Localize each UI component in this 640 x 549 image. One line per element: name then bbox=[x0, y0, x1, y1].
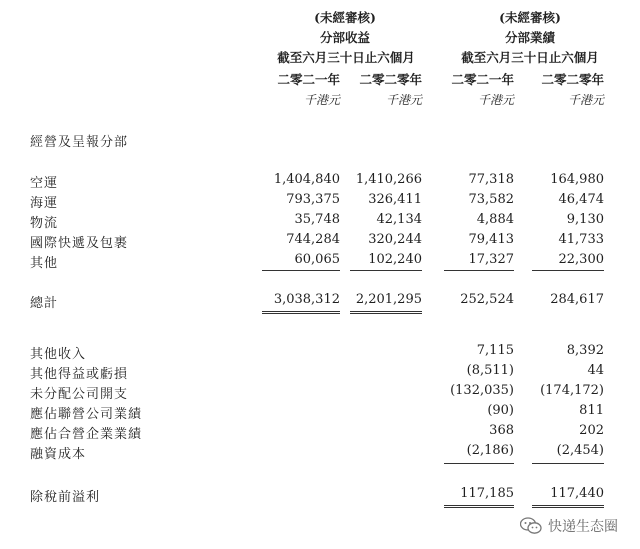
total-double-rule bbox=[262, 311, 340, 315]
rev-unit-2021: 千港元 bbox=[303, 93, 340, 107]
segment-res-2020: 41,733 bbox=[558, 232, 604, 247]
section-title: 經營及呈報分部 bbox=[30, 135, 129, 150]
segment-rev-2020: 1,410,266 bbox=[355, 172, 422, 187]
other-item-label: 其他得益或虧損 bbox=[30, 367, 129, 382]
total-double-rule bbox=[350, 311, 422, 315]
segment-rev-2021: 35,748 bbox=[294, 212, 340, 227]
profit-before-tax-label: 除稅前溢利 bbox=[30, 490, 101, 505]
other-item-res-2021: (2,186) bbox=[466, 443, 514, 458]
revenue-header-note: (未經審核) bbox=[314, 10, 376, 25]
res-year-2020: 二零二零年 bbox=[541, 72, 604, 87]
subtotal-rule bbox=[350, 270, 422, 271]
other-item-res-2020: 44 bbox=[587, 363, 604, 378]
other-item-res-2021: (132,035) bbox=[450, 383, 514, 398]
segment-res-2020: 9,130 bbox=[566, 212, 604, 227]
subtotal-rule bbox=[532, 270, 604, 271]
watermark-text: 快递生态圈 bbox=[548, 519, 618, 535]
total-double-rule bbox=[532, 505, 604, 509]
other-item-label: 應佔聯營公司業績 bbox=[30, 407, 143, 422]
results-header-note: (未經審核) bbox=[499, 10, 561, 25]
profit-before-tax-2021: 117,185 bbox=[460, 486, 514, 501]
total-rev-2021: 3,038,312 bbox=[273, 292, 340, 307]
segment-res-2020: 164,980 bbox=[550, 172, 604, 187]
watermark bbox=[520, 516, 618, 536]
segment-res-2021: 73,582 bbox=[468, 192, 514, 207]
segment-rev-2020: 320,244 bbox=[368, 232, 422, 247]
revenue-period: 截至六月三十日止六個月 bbox=[277, 50, 415, 65]
wechat-icon bbox=[520, 517, 542, 535]
total-rev-2020: 2,201,295 bbox=[355, 292, 422, 307]
segment-rev-2021: 60,065 bbox=[294, 252, 340, 267]
other-item-label: 其他收入 bbox=[30, 347, 87, 362]
other-item-res-2020: 8,392 bbox=[566, 343, 604, 358]
other-item-label: 融資成本 bbox=[30, 447, 87, 462]
other-item-res-2021: (90) bbox=[487, 403, 514, 418]
rev-unit-2020: 千港元 bbox=[385, 93, 422, 107]
res-unit-2020: 千港元 bbox=[567, 93, 604, 107]
total-label: 總計 bbox=[30, 296, 59, 311]
subtotal-rule bbox=[444, 270, 514, 271]
other-item-res-2021: 368 bbox=[489, 423, 514, 438]
other-item-res-2021: 7,115 bbox=[476, 343, 514, 358]
subtotal-rule bbox=[532, 463, 604, 464]
segment-label: 其他 bbox=[30, 256, 59, 271]
segment-res-2021: 4,884 bbox=[476, 212, 514, 227]
other-item-res-2020: (2,454) bbox=[556, 443, 604, 458]
segment-res-2020: 46,474 bbox=[558, 192, 604, 207]
total-res-2021: 252,524 bbox=[460, 292, 514, 307]
res-year-2021: 二零二一年 bbox=[451, 72, 514, 87]
segment-res-2020: 22,300 bbox=[558, 252, 604, 267]
total-res-2020: 284,617 bbox=[550, 292, 604, 307]
other-item-res-2021: (8,511) bbox=[466, 363, 514, 378]
segment-label: 物流 bbox=[30, 216, 59, 231]
segment-label: 海運 bbox=[30, 196, 59, 211]
segment-rev-2021: 793,375 bbox=[286, 192, 340, 207]
rev-year-2021: 二零二一年 bbox=[277, 72, 340, 87]
segment-rev-2021: 1,404,840 bbox=[273, 172, 340, 187]
other-item-res-2020: 811 bbox=[579, 403, 604, 418]
segment-res-2021: 79,413 bbox=[468, 232, 514, 247]
rev-year-2020: 二零二零年 bbox=[359, 72, 422, 87]
other-item-label: 未分配公司開支 bbox=[30, 387, 129, 402]
segment-rev-2021: 744,284 bbox=[286, 232, 340, 247]
results-header-title: 分部業績 bbox=[504, 30, 555, 45]
other-item-res-2020: 202 bbox=[579, 423, 604, 438]
other-item-res-2020: (174,172) bbox=[540, 383, 604, 398]
segment-label: 國際快遞及包裹 bbox=[30, 236, 129, 251]
segment-res-2021: 77,318 bbox=[468, 172, 514, 187]
res-unit-2021: 千港元 bbox=[477, 93, 514, 107]
segment-res-2021: 17,327 bbox=[468, 252, 514, 267]
segment-rev-2020: 42,134 bbox=[376, 212, 422, 227]
segment-rev-2020: 326,411 bbox=[368, 192, 422, 207]
results-period: 截至六月三十日止六個月 bbox=[461, 50, 599, 65]
subtotal-rule bbox=[262, 270, 340, 271]
profit-before-tax-2020: 117,440 bbox=[550, 486, 604, 501]
segment-rev-2020: 102,240 bbox=[368, 252, 422, 267]
revenue-header-title: 分部收益 bbox=[319, 30, 370, 45]
total-double-rule bbox=[444, 505, 514, 509]
segment-label: 空運 bbox=[30, 176, 59, 191]
subtotal-rule bbox=[444, 463, 514, 464]
other-item-label: 應佔合營企業業績 bbox=[30, 427, 143, 442]
